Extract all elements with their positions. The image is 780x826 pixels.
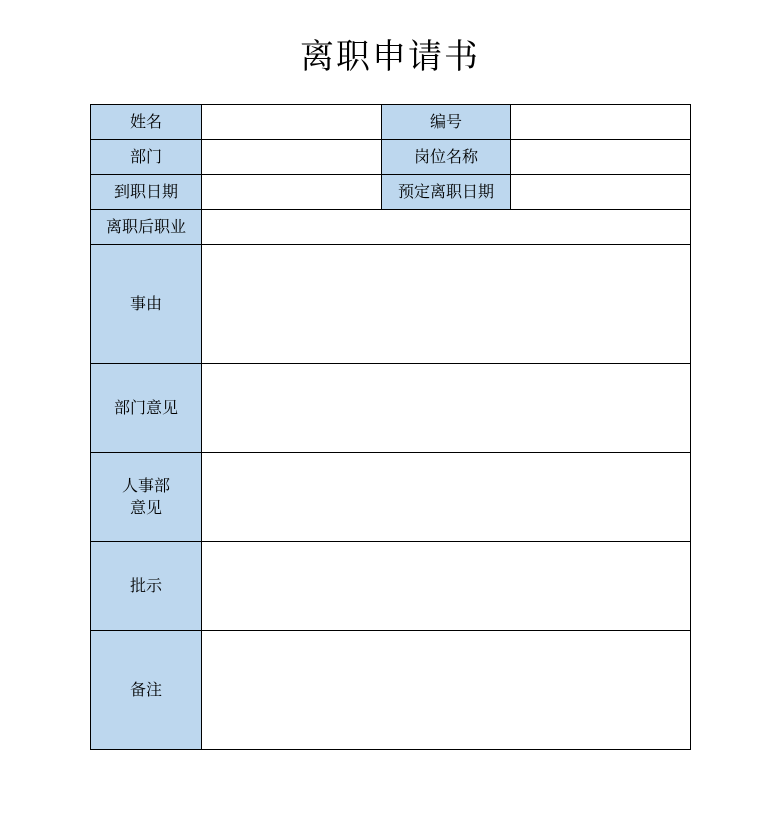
reason-field[interactable] xyxy=(202,245,691,364)
resignation-form-table xyxy=(90,104,691,750)
name-field[interactable] xyxy=(202,105,382,140)
table-row xyxy=(91,140,691,175)
table-row xyxy=(91,105,691,140)
table-row xyxy=(91,210,691,245)
hr-opinion-label-line2: 意见 xyxy=(129,498,162,517)
planned-leave-date-field[interactable] xyxy=(511,175,691,210)
post-career-field[interactable] xyxy=(202,210,691,245)
table-row xyxy=(91,245,691,364)
number-label: 编号 xyxy=(382,105,511,140)
position-field[interactable] xyxy=(511,140,691,175)
table-row xyxy=(91,364,691,453)
approval-label: 批示 xyxy=(91,542,202,631)
table-row xyxy=(91,175,691,210)
planned-leave-date-label: 预定离职日期 xyxy=(382,175,511,210)
page-title: 离职申请书 xyxy=(300,37,480,77)
hr-opinion-field[interactable] xyxy=(202,453,691,542)
department-opinion-field[interactable] xyxy=(202,364,691,453)
reason-label: 事由 xyxy=(91,245,202,364)
table-row xyxy=(91,542,691,631)
number-field[interactable] xyxy=(511,105,691,140)
remarks-label: 备注 xyxy=(91,631,202,750)
department-opinion-label: 部门意见 xyxy=(91,364,202,453)
hr-opinion-label-line1: 人事部 xyxy=(121,476,170,495)
table-row xyxy=(91,453,691,542)
department-field[interactable] xyxy=(202,140,382,175)
department-label: 部门 xyxy=(91,140,202,175)
approval-field[interactable] xyxy=(202,542,691,631)
remarks-field[interactable] xyxy=(202,631,691,750)
hr-opinion-label xyxy=(91,453,202,542)
hire-date-label: 到职日期 xyxy=(91,175,202,210)
position-label: 岗位名称 xyxy=(382,140,511,175)
name-label: 姓名 xyxy=(91,105,202,140)
hire-date-field[interactable] xyxy=(202,175,382,210)
post-career-label: 离职后职业 xyxy=(91,210,202,245)
table-row xyxy=(91,631,691,750)
